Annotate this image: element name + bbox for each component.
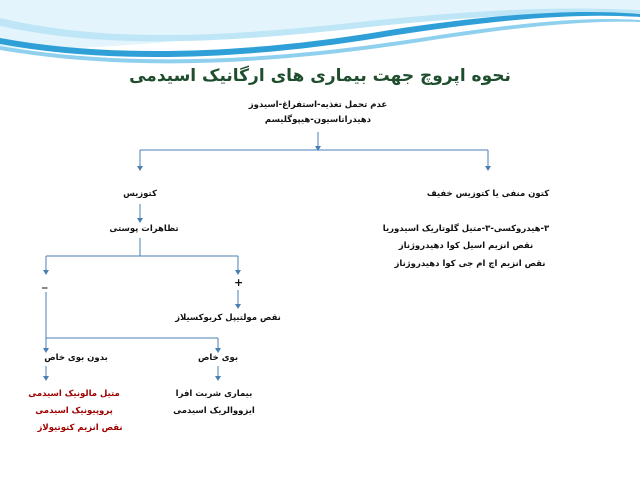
ketosis-node: کتوزیس bbox=[123, 189, 157, 199]
without-odor-item-2: پروپیونیک اسیدمی bbox=[35, 406, 113, 416]
plus-branch-label: + bbox=[234, 276, 244, 289]
with-odor-item-2: ایزووالریک اسیدمی bbox=[173, 406, 255, 416]
with-odor-node: بوی خاص bbox=[197, 353, 239, 363]
multiple-carboxylase-node: نقص مولتیپل کربوکسیلاز bbox=[175, 313, 281, 323]
page-title: نحوه اپروچ جهت بیماری های ارگانیک اسیدمی bbox=[129, 66, 511, 86]
without-odor-item-3: نقص انزیم کتوتیولاز bbox=[37, 423, 123, 433]
root-line-2: دهیدراتاسیون-هیپوگلیسم bbox=[264, 115, 372, 125]
root-line-1: عدم تحمل تغذیه-استفراغ-اسیدوز bbox=[248, 100, 388, 110]
skin-manifestations-node: تظاهرات پوستی bbox=[109, 224, 179, 234]
minus-branch-label: _ bbox=[42, 276, 48, 289]
without-odor-node: بدون بوی خاص bbox=[44, 353, 108, 363]
no-ketosis-item-2: نقص انزیم اسیل کوا دهیدروژناز bbox=[398, 241, 534, 251]
without-odor-item-1: متیل مالونیک اسیدمی bbox=[28, 389, 120, 399]
no-ketosis-item-1: ۳-هیدروکسی-۳-متیل گلوتاریک اسیدوریا bbox=[382, 224, 550, 234]
no-ketosis-node: کتون منفی یا کتوزیس خفیف bbox=[426, 189, 550, 199]
with-odor-item-1: بیماری شربت افرا bbox=[175, 389, 253, 399]
no-ketosis-item-3: نقص انزیم اچ ام جی کوا دهیدروژناز bbox=[394, 259, 546, 269]
